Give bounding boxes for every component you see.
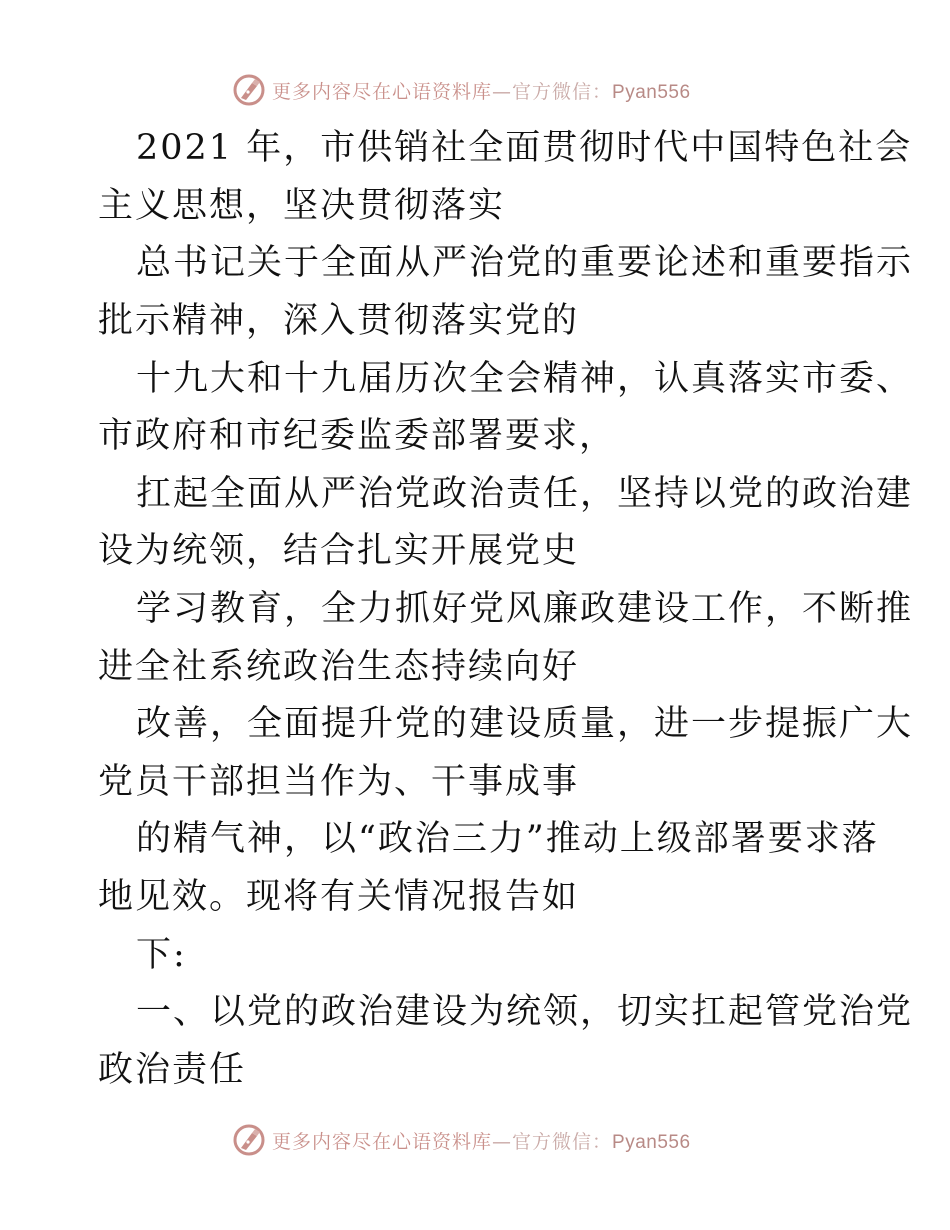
body-line: 学习教育，全力抓好党风廉政建设工作，不断推 [136, 589, 914, 629]
body-line: 主义思想，坚决贯彻落实 [98, 186, 506, 226]
body-line: 2021 年，市供销社全面贯彻时代中国特色社会 [136, 128, 913, 168]
body-line: 批示精神，深入贯彻落实党的 [98, 301, 580, 341]
body-line: 下: [136, 935, 187, 975]
body-line: 进全社系统政治生态持续向好 [98, 647, 580, 687]
body-line: 总书记关于全面从严治党的重要论述和重要指示 [136, 243, 914, 283]
body-line: 设为统领，结合扎实开展党史 [98, 531, 580, 571]
section-heading-line: 一、以党的政治建设为统领，切实扛起管党治党 [136, 992, 914, 1032]
body-line: 的精气神，以“政治三力”推动上级部署要求落 [136, 819, 879, 859]
body-line: 十九大和十九届历次全会精神，认真落实市委、 [136, 359, 914, 399]
pen-nib-logo-icon [232, 73, 266, 107]
body-line: 地见效。现将有关情况报告如 [98, 877, 580, 917]
body-line: 市政府和市纪委监委部署要求， [98, 416, 617, 456]
footer-watermark [232, 1120, 691, 1160]
watermark-text: 更多内容尽在心语资料库—官方微信：Pyan556 [272, 80, 691, 103]
header-watermark [232, 70, 691, 110]
pen-nib-logo-icon [232, 1123, 266, 1157]
section-heading-line: 政治责任 [98, 1050, 247, 1090]
body-line: 党员干部担当作为、干事成事 [98, 762, 580, 802]
watermark-text: 更多内容尽在心语资料库—官方微信：Pyan556 [272, 1130, 691, 1153]
body-line: 改善，全面提升党的建设质量，进一步提振广大 [136, 704, 914, 744]
body-line: 扛起全面从严治党政治责任，坚持以党的政治建 [136, 474, 914, 514]
